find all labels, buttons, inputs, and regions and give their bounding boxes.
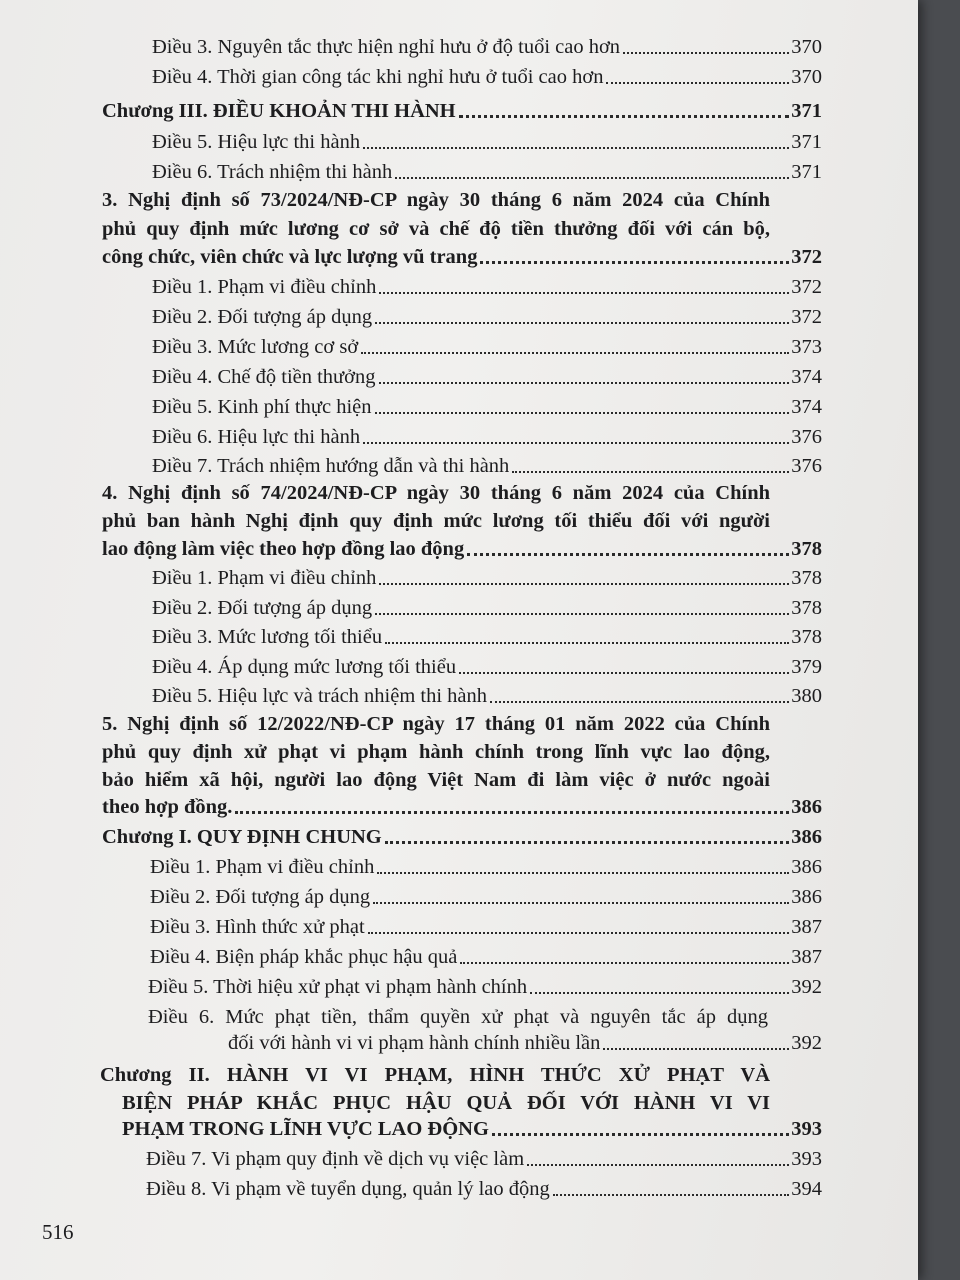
toc-entry[interactable]: Điều 2. Đối tượng áp dụng 378	[152, 597, 822, 619]
toc-entry[interactable]: Điều 4. Biện pháp khắc phục hậu quả 387	[150, 946, 822, 968]
dot-leader	[606, 82, 789, 84]
toc-entry[interactable]: Điều 6. Mức phạt tiền, thẩm quyền xử phạt và nguyên tắc áp dụng	[148, 1006, 768, 1028]
toc-chapter[interactable]: Chương I. QUY ĐỊNH CHUNG 386	[102, 826, 822, 848]
dot-leader	[467, 553, 789, 556]
toc-entry[interactable]: Điều 7. Trách nhiệm hướng dẫn và thi hành 376	[152, 455, 822, 477]
toc-entry[interactable]: Điều 3. Hình thức xử phạt 387	[150, 916, 822, 938]
toc-section-heading[interactable]: lao động làm việc theo hợp đồng lao động 378	[102, 538, 822, 560]
dot-leader	[385, 841, 790, 844]
dot-leader	[375, 613, 789, 615]
dot-leader	[377, 872, 789, 874]
dot-leader	[623, 52, 789, 54]
toc-entry[interactable]: Điều 4. Áp dụng mức lương tối thiểu 379	[152, 656, 822, 678]
dot-leader	[553, 1194, 789, 1196]
toc-entry[interactable]: Điều 5. Kinh phí thực hiện 374	[152, 396, 822, 418]
toc-entry[interactable]: Điều 6. Trách nhiệm thi hành 371	[152, 161, 822, 183]
dot-leader	[530, 992, 789, 994]
toc-entry[interactable]: Điều 1. Phạm vi điều chỉnh 386	[150, 856, 822, 878]
dot-leader	[361, 352, 789, 354]
dot-leader	[375, 412, 790, 414]
toc-chapter[interactable]: BIỆN PHÁP KHẮC PHỤC HẬU QUẢ ĐỐI VỚI HÀNH VI VI	[122, 1092, 770, 1114]
dot-leader	[480, 261, 789, 264]
dot-leader	[379, 382, 790, 384]
toc-section-heading[interactable]: 3. Nghị định số 73/2024/NĐ-CP ngày 30 tháng 6 năm 2024 của Chính	[102, 189, 770, 211]
dot-leader	[395, 177, 789, 179]
toc-entry[interactable]: Điều 4. Chế độ tiền thưởng 374	[152, 366, 822, 388]
dot-leader	[379, 583, 789, 585]
dot-leader	[512, 471, 789, 473]
toc-section-heading[interactable]: phủ ban hành Nghị định quy định mức lương tối thiểu đối với người	[102, 510, 770, 532]
dot-leader	[235, 811, 789, 814]
dot-leader	[459, 115, 790, 118]
toc-chapter[interactable]: PHẠM TRONG LĨNH VỰC LAO ĐỘNG 393	[122, 1118, 822, 1140]
toc-entry[interactable]: Điều 1. Phạm vi điều chỉnh 372	[152, 276, 822, 298]
toc-entry[interactable]: Điều 6. Hiệu lực thi hành 376	[152, 426, 822, 448]
dot-leader	[363, 147, 789, 149]
toc-section-heading[interactable]: 4. Nghị định số 74/2024/NĐ-CP ngày 30 tháng 6 năm 2024 của Chính	[102, 482, 770, 504]
dot-leader	[490, 701, 789, 703]
toc-entry[interactable]: Điều 3. Mức lương cơ sở 373	[152, 336, 822, 358]
toc-entry[interactable]: Điều 7. Vi phạm quy định về dịch vụ việc làm 393	[146, 1148, 822, 1170]
toc-entry[interactable]: đối với hành vi vi phạm hành chính nhiều lần 392	[228, 1032, 822, 1054]
toc-entry[interactable]: Điều 8. Vi phạm về tuyển dụng, quản lý lao động 394	[146, 1178, 822, 1200]
toc-entry[interactable]: Điều 5. Hiệu lực thi hành 371	[152, 131, 822, 153]
toc-entry[interactable]: Điều 5. Thời hiệu xử phạt vi phạm hành chính 392	[148, 976, 822, 998]
toc-entry[interactable]: Điều 2. Đối tượng áp dụng 372	[152, 306, 822, 328]
toc-section-heading[interactable]: phủ quy định xử phạt vi phạm hành chính trong lĩnh vực lao động,	[102, 741, 770, 763]
dot-leader	[459, 672, 789, 674]
toc-section-heading[interactable]: phủ quy định mức lương cơ sở và chế độ tiền thưởng đối với cán bộ,	[102, 218, 770, 240]
dot-leader	[603, 1048, 789, 1050]
toc-chapter[interactable]: Chương II. HÀNH VI VI PHẠM, HÌNH THỨC XỬ PHẠT VÀ	[100, 1064, 770, 1086]
dot-leader	[385, 642, 789, 644]
toc-section-heading[interactable]: công chức, viên chức và lực lượng vũ trang 372	[102, 246, 822, 268]
toc-entry[interactable]: Điều 2. Đối tượng áp dụng 386	[150, 886, 822, 908]
toc-entry[interactable]: Điều 3. Nguyên tắc thực hiện nghỉ hưu ở độ tuổi cao hơn 370	[152, 36, 822, 58]
toc-section-heading[interactable]: 5. Nghị định số 12/2022/NĐ-CP ngày 17 tháng 01 năm 2022 của Chính	[102, 713, 770, 735]
dot-leader	[368, 932, 790, 934]
dot-leader	[373, 902, 789, 904]
dot-leader	[375, 322, 789, 324]
dot-leader	[363, 442, 789, 444]
toc-entry[interactable]: Điều 4. Thời gian công tác khi nghỉ hưu ở tuổi cao hơn 370	[152, 66, 822, 88]
toc-entry[interactable]: Điều 5. Hiệu lực và trách nhiệm thi hành 380	[152, 685, 822, 707]
dot-leader	[460, 962, 789, 964]
dot-leader	[527, 1164, 789, 1166]
dot-leader	[492, 1133, 789, 1136]
toc-section-heading[interactable]: theo hợp đồng. 386	[102, 796, 822, 818]
toc-chapter[interactable]: Chương III. ĐIỀU KHOẢN THI HÀNH 371	[102, 100, 822, 122]
page-number: 516	[42, 1220, 74, 1244]
toc-section-heading[interactable]: bảo hiểm xã hội, người lao động Việt Nam đi làm việc ở nước ngoài	[102, 769, 770, 791]
toc-entry[interactable]: Điều 3. Mức lương tối thiểu 378	[152, 626, 822, 648]
dot-leader	[379, 292, 789, 294]
toc-entry[interactable]: Điều 1. Phạm vi điều chỉnh 378	[152, 567, 822, 589]
